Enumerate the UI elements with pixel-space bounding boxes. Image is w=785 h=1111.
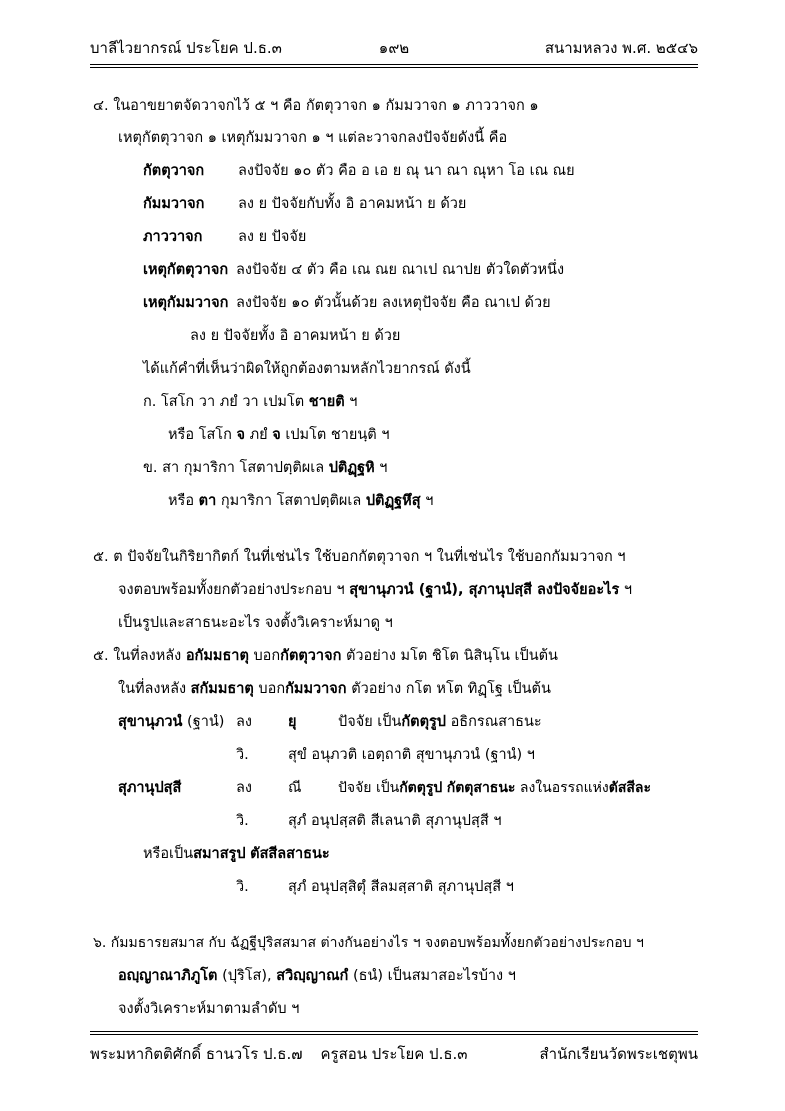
q5-row1-desc: ปัจจัย เป็นกัตตุรูป อธิกรณสาธนะ: [338, 714, 542, 730]
page-header: [90, 36, 698, 62]
q4-answer-a-alt: หรือ โสโก จ ภยํ จ เปมโต ชายนฺติ ฯ: [168, 427, 390, 443]
q4-answer-a: ก. โสโก วา ภยํ วา เปมโต ชายติ ฯ: [143, 394, 358, 410]
q6-line-2: อญฺญาณาภิภูโต (ปุริโส), สวิญฺญาณกํ (ธนํ) เป็นสมาสอะไรบ้าง ฯ: [118, 968, 516, 984]
q4-line-1: ๔. ในอาขยาตจัดวาจกไว้ ๕ ฯ คือ กัตตุวาจก ๑ กัมมวาจก ๑ ภาววาจก ๑: [93, 98, 539, 114]
q4-line-2: เหตุกัตตุวาจก ๑ เหตุกัมมวาจก ๑ ฯ แต่ละวาจกลงปัจจัยดังนี้ คือ: [118, 130, 508, 146]
q5-line-3: เป็นรูปและสาธนะอะไร จงตั้งวิเคราะห์มาดู ฯ: [118, 615, 393, 631]
q5-row2-suffix: ณี: [288, 780, 302, 796]
q5-line-2: จงตอบพร้อมทั้งยกตัวอย่างประกอบ ฯ สุขานุภวนํ (ฐานํ), สุภานุปสฺสี ลงปัจจัยอะไร ฯ: [118, 582, 633, 598]
q6-line-1: ๖. กัมมธารยสมาส กับ ฉัฏฐีปุริสสมาส ต่างกันอย่างไร ฯ จงตอบพร้อมทั้งยกตัวอย่างประกอบ ฯ: [93, 935, 644, 951]
q4-row-desc: ลงปัจจัย ๔ ตัว คือ เณ ณย ณาเป ณาปย ตัวใดตัวหนึ่ง: [236, 262, 565, 278]
footer-rule-double: [90, 1034, 698, 1035]
header-rule-double: [90, 67, 698, 68]
header-right-title: สนามหลวง พ.ศ. ๒๕๔๖: [544, 39, 698, 57]
footer-right: สำนักเรียนวัดพระเชตุพน: [539, 1045, 698, 1063]
q5-answer-2: ในที่ลงหลัง สกัมมธาตุ บอกกัมมวาจก ตัวอย่าง กโต หโต ทิฏฺโฐ เป็นต้น: [118, 681, 551, 697]
q5-row2-lng: ลง: [236, 780, 252, 796]
q4-row-desc: ลง ย ปัจจัยกับทั้ง อิ อาคมหน้า ย ด้วย: [238, 196, 467, 212]
q5-row3-vi: วิ.: [236, 879, 249, 895]
q5-row1-term: สุขานุภวนํ (ฐานํ): [118, 714, 225, 730]
header-left-title: บาลีไวยากรณ์ ประโยค ป.ธ.๓: [90, 39, 282, 57]
q4-answer-b: ข. สา กุมาริกา โสตาปตฺติผเล ปติฏฺฐหิ ฯ: [143, 460, 388, 476]
q5-row2-vi: วิ.: [236, 813, 249, 829]
q6-line-3: จงตั้งวิเคราะห์มาตามลำดับ ฯ: [118, 1001, 300, 1017]
q4-row-term: กัตตุวาจก: [143, 163, 205, 179]
q5-row3: หรือเป็นสมาสรูป ตัสสีลสาธนะ: [143, 846, 330, 862]
q4-answer-b-alt: หรือ ตา กุมาริกา โสตาปตฺติผเล ปติฏฺฐหึสุ ฯ: [168, 493, 434, 509]
q5-row2-desc: ปัจจัย เป็นกัตตุรูป กัตตุสาธนะ ลงในอรรถแห่งตัสสีละ: [338, 780, 652, 796]
q5-row1-vi-text: สุขํ อนุภวติ เอตฺถาติ สุขานุภวนํ (ฐานํ) ฯ: [288, 747, 535, 763]
q5-row1-vi: วิ.: [236, 747, 249, 763]
q5-row1-suffix: ยุ: [288, 714, 297, 730]
page-footer: [90, 1042, 698, 1068]
q4-row-term: เหตุกัตตุวาจก: [143, 262, 229, 278]
q4-row-desc: ลงปัจจัย ๑๐ ตัวนั้นด้วย ลงเหตุปัจจัย คือ ณาเป ด้วย: [236, 295, 551, 311]
q5-answer-1: ๕. ในที่ลงหลัง อกัมมธาตุ บอกกัตตุวาจก ตัวอย่าง มโต ชิโต นิสินฺโน เป็นต้น: [93, 648, 558, 664]
footer-left: พระมหากิตติศักดิ์ ธานวโร ป.ธ.๗: [90, 1045, 303, 1063]
q4-row-term: กัมมวาจก: [143, 196, 205, 212]
q4-row-desc: ลง ย ปัจจัย: [238, 229, 307, 245]
q4-fix-intro: ได้แก้คำที่เห็นว่าผิดให้ถูกต้องตามหลักไวยากรณ์ ดังนี้: [143, 361, 471, 377]
q4-row-continuation: ลง ย ปัจจัยทั้ง อิ อาคมหน้า ย ด้วย: [190, 328, 401, 344]
footer-center: ครูสอน ประโยค ป.ธ.๓: [320, 1045, 468, 1063]
q5-line-1: ๕. ต ปัจจัยในกิริยากิตก์ ในที่เช่นไร ใช้บอกกัตตุวาจก ฯ ในที่เช่นไร ใช้บอกกัมมวาจก ฯ: [93, 549, 626, 565]
q5-row2-term: สุภานุปสฺสี: [118, 780, 182, 796]
q4-row-desc: ลงปัจจัย ๑๐ ตัว คือ อ เอ ย ณุ นา ณา ณุหา โอ เณ ณย: [238, 163, 575, 179]
page-number: ๑๙๒: [378, 39, 410, 57]
q4-row-term: เหตุกัมมวาจก: [143, 295, 229, 311]
q4-row-term: ภาววาจก: [143, 229, 203, 245]
q5-row1-lng: ลง: [236, 714, 252, 730]
q5-row2-vi-text: สุภํ อนุปสฺสติ สีเลนาติ สุภานุปสฺสี ฯ: [288, 813, 502, 829]
header-rule: [90, 64, 698, 65]
footer-rule: [90, 1031, 698, 1032]
q5-row3-vi-text: สุภํ อนุปสฺสิตุํ สีลมสฺสาติ สุภานุปสฺสี ฯ: [288, 879, 514, 895]
